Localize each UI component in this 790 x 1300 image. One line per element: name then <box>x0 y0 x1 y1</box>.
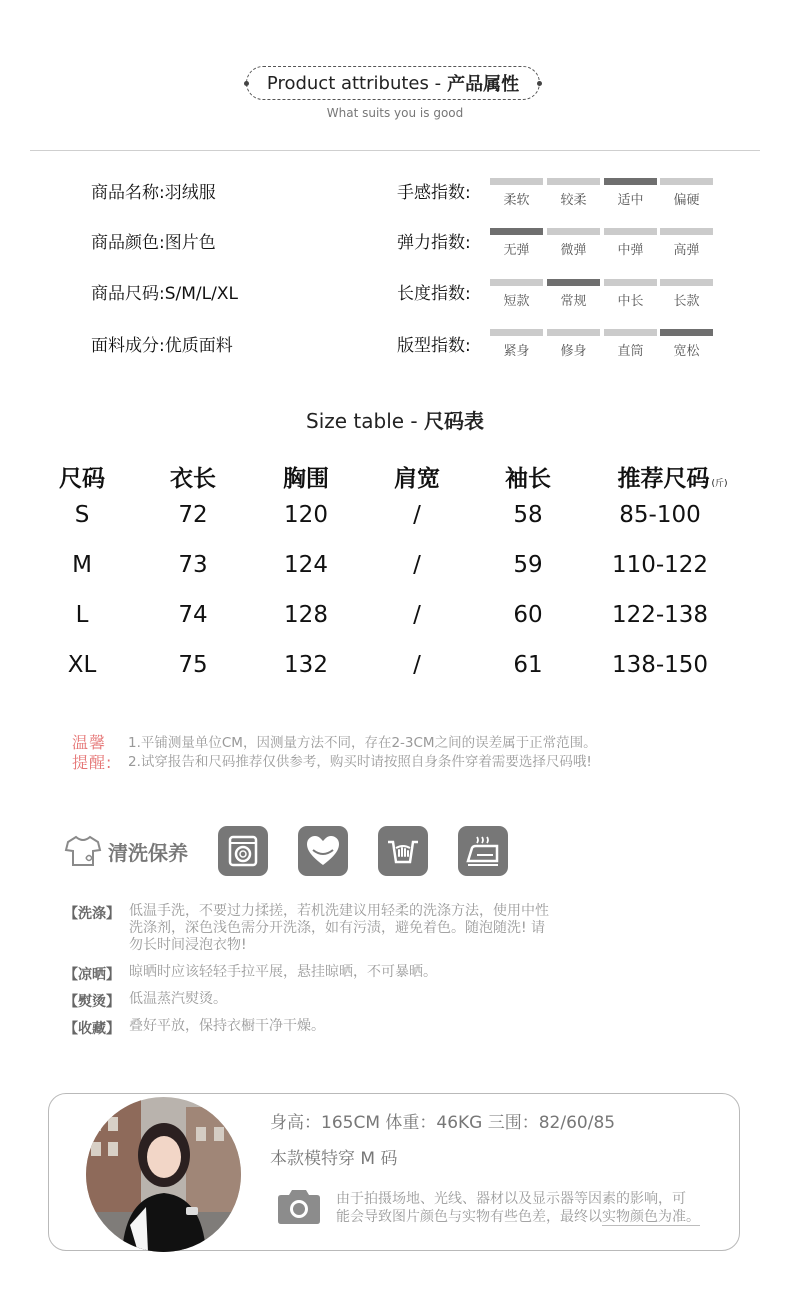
scale-option: 高弹 <box>660 228 713 262</box>
scale-option: 修身 <box>547 329 600 363</box>
table-header-shoulder: 肩宽 <box>394 466 440 492</box>
index-label-length: 长度指数: <box>397 284 471 304</box>
unit-note: (斤) <box>711 479 728 489</box>
table-cell: XL <box>67 652 97 678</box>
table-cell: 132 <box>284 652 328 678</box>
decor-dot <box>537 81 542 86</box>
scale-option: 较柔 <box>547 178 600 212</box>
section-header-product-attributes <box>246 66 540 100</box>
index-scale-elasticity <box>490 228 714 262</box>
washing-machine-icon <box>218 826 268 876</box>
index-scale-length <box>490 279 714 313</box>
color-disclaimer <box>336 1190 736 1226</box>
index-scale-fit <box>490 329 714 363</box>
attribute-fabric: 面料成分:优质面料 <box>91 336 233 356</box>
table-cell: 110-122 <box>611 552 709 578</box>
care-item-store: 【收藏】 叠好平放，保持衣橱干净干燥。 <box>64 1018 325 1037</box>
tip-line: 1.平铺测量单位CM，因测量方法不同，存在2-3CM之间的误差属于正常范围。 <box>128 735 597 751</box>
table-cell: 122-138 <box>611 602 709 628</box>
table-cell: / <box>413 502 421 528</box>
table-cell: / <box>413 552 421 578</box>
table-cell: 120 <box>284 502 328 528</box>
iron-icon <box>458 826 508 876</box>
scale-option: 中弹 <box>604 228 657 262</box>
size-table-title: Size table - 尺码表 <box>306 409 484 433</box>
table-cell: 58 <box>513 502 543 528</box>
decor-dot <box>244 81 249 86</box>
table-cell: 60 <box>513 602 543 628</box>
table-cell: / <box>413 602 421 628</box>
table-cell: M <box>72 552 92 578</box>
care-item-wash: 【洗涤】 低温手洗，不要过力揉搓，若机洗建议用轻柔的洗涤方法，使用中性洗涤剂，深色浅色需分开洗涤，如有污渍，避免着色。随泡随洗! 请勿长时间浸泡衣物! <box>64 903 549 953</box>
table-cell: 61 <box>513 652 543 678</box>
scale-option: 微弹 <box>547 228 600 262</box>
table-header-size: 尺码 <box>59 466 105 492</box>
table-cell: 73 <box>178 552 208 578</box>
model-size-worn: 本款模特穿 M 码 <box>270 1149 398 1169</box>
scale-option: 长款 <box>660 279 713 313</box>
tshirt-icon <box>64 834 102 868</box>
tip-label: 提醒: <box>72 753 113 772</box>
table-cell: L <box>75 602 89 628</box>
index-label-feel: 手感指数: <box>397 183 471 203</box>
disclaimer-line: 能会导致图片颜色与实物有些色差，最终以实物颜色为准。 <box>336 1209 700 1225</box>
table-header-sleeve: 袖长 <box>505 466 551 492</box>
header-title-en: Product attributes - <box>266 72 442 94</box>
scale-option: 紧身 <box>490 329 543 363</box>
table-cell: / <box>413 652 421 678</box>
divider <box>30 150 760 151</box>
tip-label: 温馨 <box>72 733 107 752</box>
scale-option: 无弹 <box>490 228 543 262</box>
disclaimer-emphasis: 实物颜色为准。 <box>602 1209 700 1225</box>
care-item-dry: 【凉晒】 晾晒时应该轻轻手拉平展，悬挂晾晒，不可暴晒。 <box>64 964 437 983</box>
index-label-fit: 版型指数: <box>397 336 471 356</box>
table-cell: 75 <box>178 652 208 678</box>
table-cell: 85-100 <box>619 502 701 528</box>
table-header-length: 衣长 <box>170 466 216 492</box>
table-cell: S <box>74 502 90 528</box>
index-label-elasticity: 弹力指数: <box>397 233 471 253</box>
scale-option: 宽松 <box>660 329 713 363</box>
camera-icon <box>276 1188 322 1230</box>
header-subtitle: What suits you is good <box>326 106 464 120</box>
scale-option: 直筒 <box>604 329 657 363</box>
attribute-name: 商品名称:羽绒服 <box>91 183 216 203</box>
scale-option: 短款 <box>490 279 543 313</box>
scale-option: 柔软 <box>490 178 543 212</box>
tip-line: 2.试穿报告和尺码推荐仅供参考，购买时请按照自身条件穿着需要选择尺码哦! <box>128 754 592 770</box>
hand-wash-icon <box>378 826 428 876</box>
table-header-bust: 胸围 <box>283 466 329 492</box>
model-avatar <box>86 1097 241 1252</box>
table-header-recommended: 推荐尺码 (斤) <box>617 466 728 492</box>
care-item-iron: 【熨烫】 低温蒸汽熨烫。 <box>64 991 227 1010</box>
scale-option: 中长 <box>604 279 657 313</box>
index-scale-feel <box>490 178 714 212</box>
scale-option: 适中 <box>604 178 657 212</box>
table-cell: 128 <box>284 602 328 628</box>
header-title-cn: 产品属性 <box>447 74 520 95</box>
table-cell: 59 <box>513 552 543 578</box>
table-cell: 72 <box>178 502 208 528</box>
table-cell: 124 <box>284 552 328 578</box>
heart-icon <box>298 826 348 876</box>
model-stats: 身高：165CM 体重：46KG 三围：82/60/85 <box>270 1113 616 1133</box>
scale-option: 偏硬 <box>660 178 713 212</box>
scale-option: 常规 <box>547 279 600 313</box>
attribute-color: 商品颜色:图片色 <box>91 233 216 253</box>
disclaimer-line: 由于拍摄场地、光线、器材以及显示器等因素的影响，可 <box>336 1191 686 1207</box>
care-section-title: 清洗保养 <box>64 833 188 869</box>
table-cell: 138-150 <box>611 652 709 678</box>
attribute-size: 商品尺码:S/M/L/XL <box>91 284 238 304</box>
table-cell: 74 <box>178 602 208 628</box>
